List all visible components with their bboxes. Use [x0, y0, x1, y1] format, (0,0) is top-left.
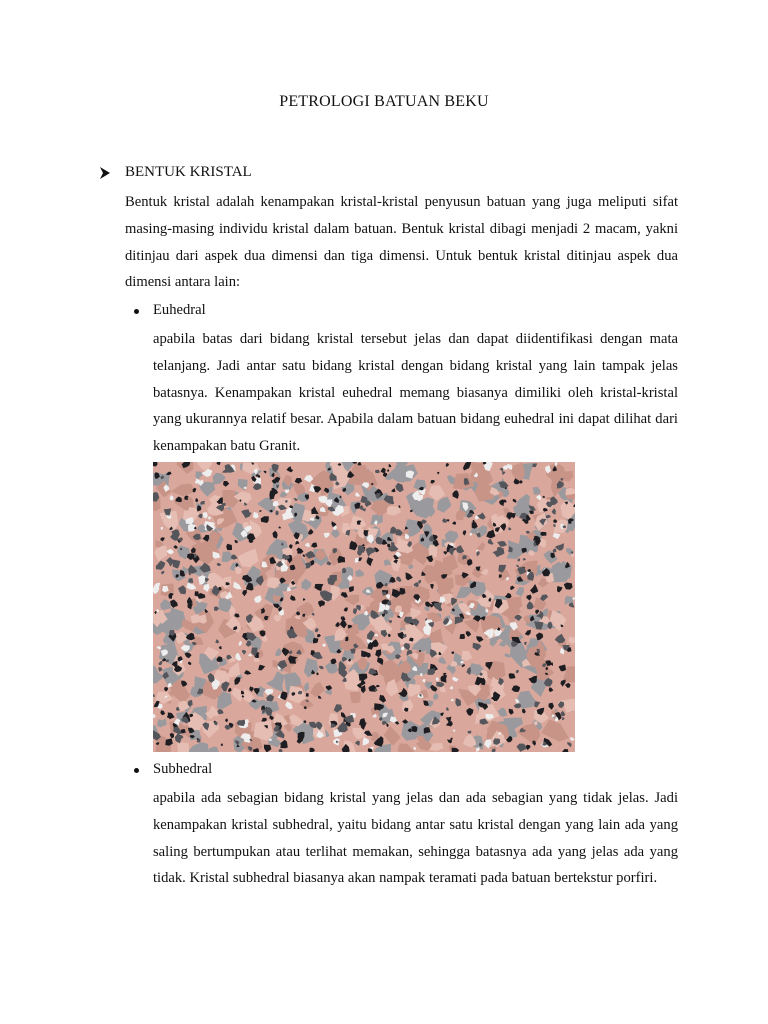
- arrowhead-bullet-icon: [98, 166, 112, 180]
- granite-texture: [153, 462, 575, 752]
- granite-photo: [153, 462, 575, 752]
- bullet-dot-icon: [134, 309, 139, 314]
- intro-paragraph: Bentuk kristal adalah kenampakan kristal-kristal penyusun batuan yang juga meliputi sifat masing-masing individu kristal dalam batuan. Bentuk kristal dibagi menjadi 2 macam, yakni ditinjau dari aspek dua dimensi dan tiga dimensi. Untuk bentuk kristal ditinjau aspek dua dimensi antara lain:: [125, 194, 678, 291]
- granite-grain: [460, 634, 466, 639]
- section-heading: BENTUK KRISTAL: [125, 164, 252, 180]
- granite-grain: [411, 726, 417, 732]
- bullet-dot-icon: [134, 768, 139, 773]
- granite-grain: [350, 692, 361, 703]
- item-label-euhedral: Euhedral: [153, 302, 206, 318]
- euhedral-paragraph: apabila batas dari bidang kristal tersebut jelas dan dapat diidentifikasi dengan mata telanjang. Jadi antar satu bidang kristal dengan bidang kristal yang lain tampak jelas batasnya. Kenampakan kristal euhedral memang biasanya dimiliki oleh kristal-kristal yang ukurannya relatif besar. Apabila dalam batuan bidang euhedral ini dapat dilihat dari kenampakan batu Granit.: [153, 331, 678, 455]
- page-title: PETROLOGI BATUAN BEKU: [279, 93, 489, 110]
- item-label-subhedral: Subhedral: [153, 761, 213, 777]
- subhedral-paragraph: apabila ada sebagian bidang kristal yang jelas dan ada sebagian yang tidak jelas. Jadi kenampakan kristal subhedral, yaitu bidang antar satu kristal dengan yang lain ada yang saling bertumpukan atau terlihat memakan, sehingga batasnya ada yang jelas ada yang tidak. Kristal subhedral biasanya akan nampak teramati pada batuan bertekstur porfiri.: [153, 790, 678, 887]
- granite-grain: [177, 742, 189, 752]
